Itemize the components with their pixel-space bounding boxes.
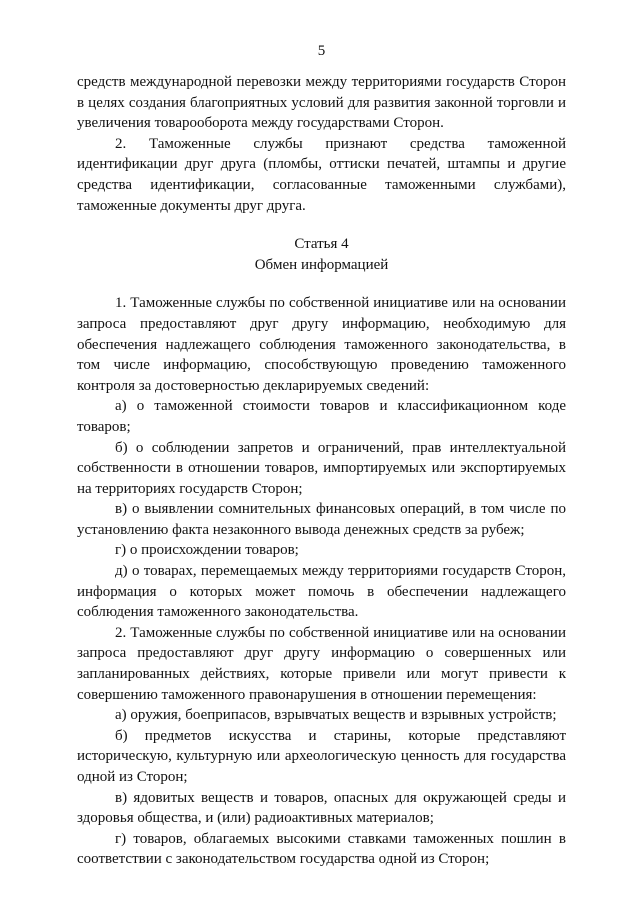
paragraph-subitem-g: г) о происхождении товаров; [115,542,299,559]
paragraph-customs-identification: 2. Таможенные службы признают средства таможенной идентификации друг друга (пломбы, оттиски печатей, штампы и другие средства идентификации, согласованные таможенными службами), таможенные документы друг друга. [77,135,566,214]
paragraph-item-2-subitem-g: г) товаров, облагаемых высокими ставками таможенных пошлин в соответствии с законодательством государства одной из Сторон; [77,830,566,868]
page-number: 5 [317,43,326,59]
paragraph-subitem-b: б) о соблюдении запретов и ограничений, прав интеллектуальной собственности в отношении товаров, импортируемых или экспортируемых на территориях государств Сторон; [77,439,566,497]
paragraph-continuation: средств международной перевозки между территориями государств Сторон в целях создания благоприятных условий для развития законной торговли и увеличения товарооборота между государствами Сторон. [77,74,566,132]
article-title: Обмен информацией [254,256,389,273]
paragraph-item-2: 2. Таможенные службы по собственной инициативе или на основании запроса предоставляют друг другу информацию о совершенных или запланированных действиях, которые привели или могут привести к совершению таможенного правонарушения в отношении перемещения: [77,624,566,703]
paragraph-item-2-subitem-a: а) оружия, боеприпасов, взрывчатых веществ и взрывных устройств; [115,707,557,724]
paragraph-item-2-subitem-v: в) ядовитых веществ и товаров, опасных для окружающей среды и здоровья общества, и (или) радиоактивных материалов; [77,789,566,827]
article-number: Статья 4 [294,236,349,253]
paragraph-subitem-v: в) о выявлении сомнительных финансовых операций, в том числе по установлению факта незаконного вывода денежных средств за рубеж; [77,501,566,538]
paragraph-subitem-a: а) о таможенной стоимости товаров и классификационном коде товаров; [77,398,566,435]
paragraph-item-2-subitem-b: б) предметов искусства и старины, которые представляют историческую, культурную или археологическую ценность для государства одной из Сторон; [77,727,566,785]
paragraph-item-1: 1. Таможенные службы по собственной инициативе или на основании запроса предоставляют друг другу информацию, необходимую для обеспечения надлежащего соблюдения таможенного законодательства, в том числе информацию, способствующую проведению таможенного контроля за достоверностью декларируемых сведений: [77,295,566,394]
document-body [77,72,566,870]
paragraph-subitem-d: д) о товарах, перемещаемых между территориями государств Сторон, информация о которых может помочь в обеспечении надлежащего соблюдения таможенного законодательства. [77,563,566,621]
